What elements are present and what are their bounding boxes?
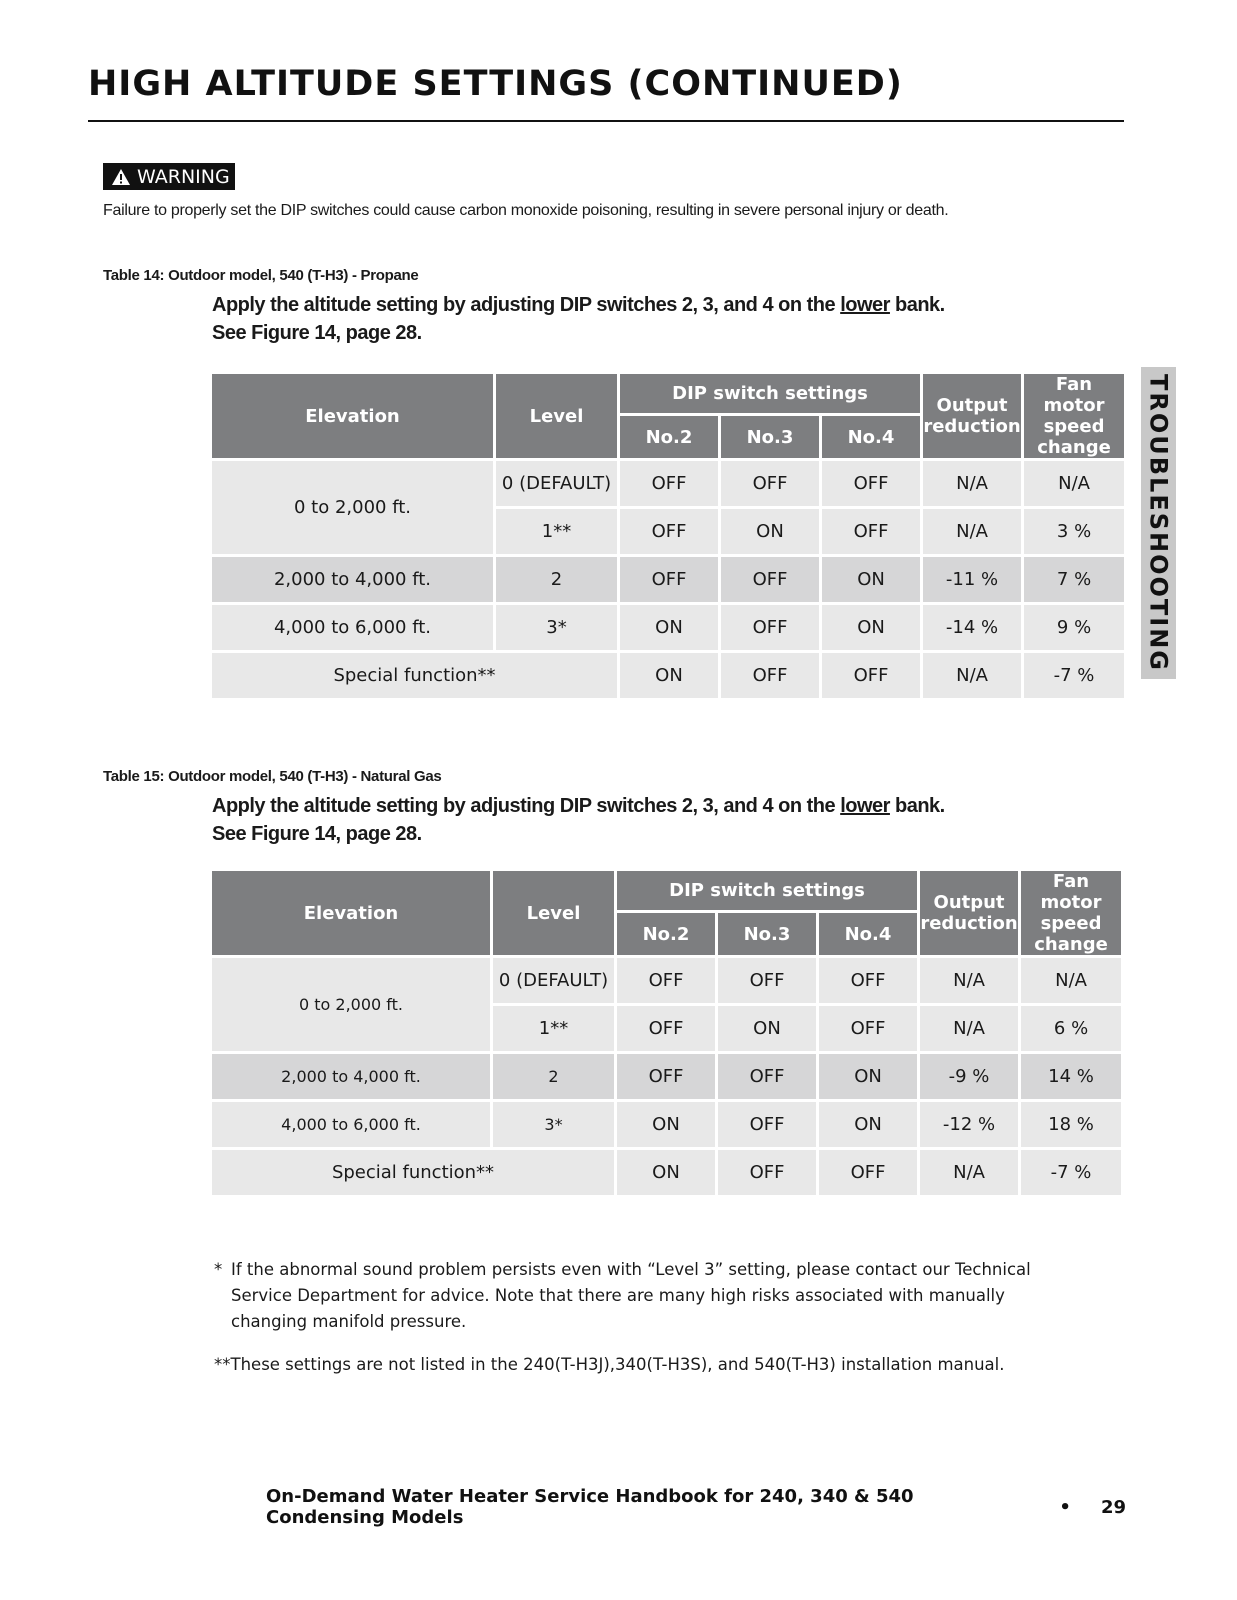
footnote-not-listed: **These settings are not listed in the 240(T-H3J),340(T-H3S), and 540(T-H3) installation manual. [214,1355,1005,1374]
no2-cell: ON [619,652,720,700]
instruction-text: Apply the altitude setting by adjusting DIP switches 2, 3, and 4 on the [212,294,841,316]
fan-speed-header: Fan motor speed change [1020,870,1123,957]
no3-cell: OFF [717,957,818,1005]
elevation-cell: 0 to 2,000 ft. [211,460,495,556]
fan-cell: 14 % [1020,1053,1123,1101]
no2-cell: ON [616,1101,717,1149]
footer-title: On-Demand Water Heater Service Handbook for 240, 340 & 540 Condensing Models [266,1486,914,1528]
no2-cell: OFF [616,1053,717,1101]
output-cell: -9 % [919,1053,1020,1101]
table-15 [209,868,1124,1198]
special-function-cell: Special function** [211,1149,616,1197]
title-divider [88,120,1124,122]
level-cell: 3* [495,604,619,652]
no4-cell: OFF [821,460,922,508]
no3-header: No.3 [717,912,818,957]
no4-cell: OFF [821,508,922,556]
page-title: HIGH ALTITUDE SETTINGS (CONTINUED) [88,64,903,104]
level-cell: 1** [495,508,619,556]
output-reduction-header: Output reduction [919,870,1020,957]
table-15-caption: Table 15: Outdoor model, 540 (T-H3) - Natural Gas [103,768,442,785]
page-footer [266,1486,1126,1528]
footer-bullet: • [1059,1496,1071,1518]
no4-cell: ON [821,556,922,604]
elevation-cell: 2,000 to 4,000 ft. [211,1053,492,1101]
warning-triangle-icon [111,168,131,186]
footnote-text: If the abnormal sound problem persists even with “Level 3” setting, please contact our Technical Service Department for advice. Note that there are many high risks associated with manually changing manifold pressure. [231,1260,1031,1331]
elevation-cell: 0 to 2,000 ft. [211,957,492,1053]
table-row [211,957,1123,1005]
no3-cell: OFF [720,556,821,604]
level-cell: 0 (DEFAULT) [495,460,619,508]
fan-cell: 18 % [1020,1101,1123,1149]
level-cell: 1** [492,1005,616,1053]
level-header: Level [495,373,619,460]
instruction-figure-ref: See Figure 14, page 28. [212,823,422,845]
no2-cell: OFF [616,957,717,1005]
footnote-level-3 [214,1257,1074,1335]
side-tab-label: TROUBLESHOOTING [1144,374,1173,672]
no3-header: No.3 [720,415,821,460]
no3-cell: ON [720,508,821,556]
output-cell: N/A [919,1005,1020,1053]
output-cell: N/A [922,508,1023,556]
output-cell: -12 % [919,1101,1020,1149]
dip-switch-header: DIP switch settings [619,373,922,415]
no4-cell: OFF [818,1005,919,1053]
fan-cell: -7 % [1020,1149,1123,1197]
elevation-cell: 2,000 to 4,000 ft. [211,556,495,604]
output-cell: N/A [922,460,1023,508]
table-15-instruction [212,792,945,848]
instruction-text-end: bank. [889,294,945,316]
no4-cell: ON [818,1053,919,1101]
no2-cell: OFF [619,508,720,556]
table-14-caption: Table 14: Outdoor model, 540 (T-H3) - Propane [103,267,419,284]
no2-cell: OFF [616,1005,717,1053]
table-row [211,652,1126,700]
instruction-underlined-word: lower [840,795,890,817]
no4-cell: OFF [818,957,919,1005]
no3-cell: OFF [717,1149,818,1197]
no2-cell: OFF [619,556,720,604]
instruction-text-end: bank. [889,795,945,817]
elevation-cell: 4,000 to 6,000 ft. [211,604,495,652]
table-row [211,1101,1123,1149]
elevation-header: Elevation [211,870,492,957]
fan-cell: N/A [1020,957,1123,1005]
level-cell: 3* [492,1101,616,1149]
no4-cell: ON [818,1101,919,1149]
elevation-header: Elevation [211,373,495,460]
table-14-instruction [212,291,945,347]
fan-cell: -7 % [1023,652,1126,700]
no3-cell: OFF [717,1101,818,1149]
fan-cell: 6 % [1020,1005,1123,1053]
instruction-figure-ref: See Figure 14, page 28. [212,322,422,344]
page-number: 29 [1100,1496,1126,1518]
warning-badge [103,163,235,190]
dip-switch-header: DIP switch settings [616,870,919,912]
fan-cell: N/A [1023,460,1126,508]
warning-label: WARNING [137,165,230,188]
no3-cell: OFF [720,652,821,700]
no2-cell: ON [616,1149,717,1197]
no3-cell: OFF [717,1053,818,1101]
table-14 [209,371,1127,701]
no4-cell: ON [821,604,922,652]
no2-cell: ON [619,604,720,652]
no4-cell: OFF [818,1149,919,1197]
fan-cell: 7 % [1023,556,1126,604]
no4-cell: OFF [821,652,922,700]
output-cell: -11 % [922,556,1023,604]
table-row [211,556,1126,604]
instruction-underlined-word: lower [840,294,890,316]
no3-cell: ON [717,1005,818,1053]
warning-text: Failure to properly set the DIP switches could cause carbon monoxide poisoning, resulting in severe personal injury or death. [103,202,949,219]
fan-cell: 3 % [1023,508,1126,556]
level-cell: 2 [495,556,619,604]
table-row [211,1149,1123,1197]
no3-cell: OFF [720,460,821,508]
section-side-tab [1141,367,1176,679]
footnote-marker: * [214,1260,223,1279]
no3-cell: OFF [720,604,821,652]
level-header: Level [492,870,616,957]
level-cell: 0 (DEFAULT) [492,957,616,1005]
no4-header: No.4 [821,415,922,460]
level-cell: 2 [492,1053,616,1101]
no2-header: No.2 [616,912,717,957]
output-cell: N/A [919,1149,1020,1197]
table-row [211,1053,1123,1101]
no2-cell: OFF [619,460,720,508]
output-cell: -14 % [922,604,1023,652]
no2-header: No.2 [619,415,720,460]
table-row [211,604,1126,652]
output-cell: N/A [922,652,1023,700]
special-function-cell: Special function** [211,652,619,700]
instruction-text: Apply the altitude setting by adjusting DIP switches 2, 3, and 4 on the [212,795,841,817]
table-row [211,460,1126,508]
fan-speed-header: Fan motor speed change [1023,373,1126,460]
elevation-cell: 4,000 to 6,000 ft. [211,1101,492,1149]
fan-cell: 9 % [1023,604,1126,652]
output-reduction-header: Output reduction [922,373,1023,460]
no4-header: No.4 [818,912,919,957]
output-cell: N/A [919,957,1020,1005]
